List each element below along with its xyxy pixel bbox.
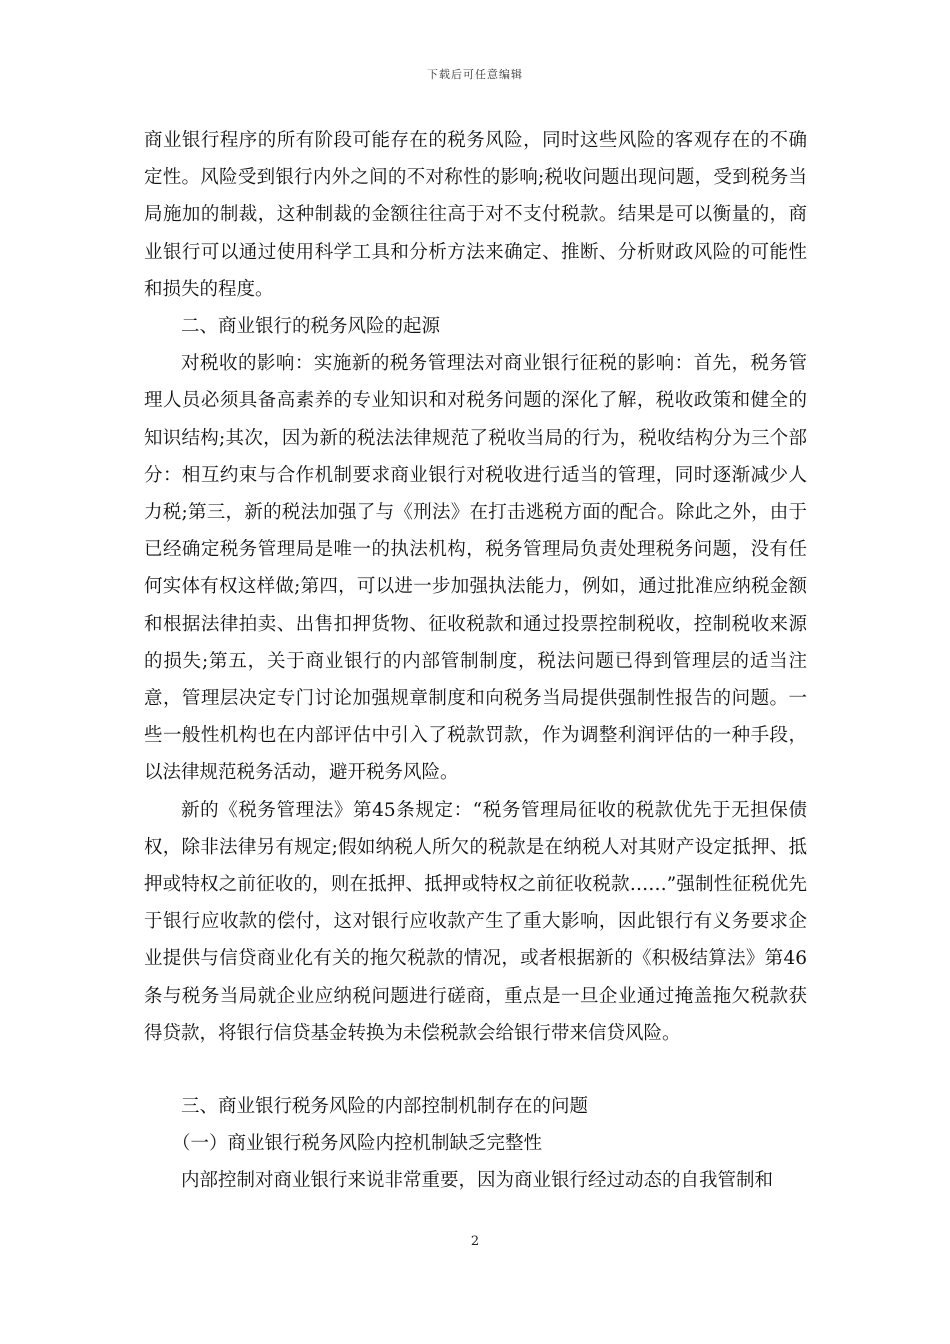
page-header: 下载后可任意编辑 [427,68,523,81]
paragraph-internal-control: 内部控制对商业银行来说非常重要，因为商业银行经过动态的自我管制和 [181,1170,774,1192]
paragraph-tax-impact: 对税收的影响：实施新的税务管理法对商业银行征税的影响：首先，税务管理人员必须具备高素养的专业知识和对税务问题的深化了解，税收政策和健全的知识结构;其次，因为新的税法法律规范了税收当局的行为，税收结构分为三个部分：相互约束与合作机制要求商业银行对税收进行适当的管理，同时逐渐减少人力税;第三，新的税法加强了与《刑法》在打击逃税方面的配合。除此之外，由于已经确定税务管理局是唯一的执法机构，税务管理局负责处理税务问题，没有任何实体有权这样做;第四，可以进一步加强执法能力，例如，通过批准应纳税金额和根据法律拍卖、出售扣押货物、征收税款和通过投票控制税收，控制税收来源的损失;第五，关于商业银行的内部管制制度，税法问题已得到管理层的适当注意，管理层决定专门讨论加强规章制度和向税务当局提供强制性报告的问题。一些一般性机构也在内部评估中引入了税款罚款，作为调整利润评估的一种手段，以法律规范税务活动，避开税务风险。 [144,353,807,784]
section-heading-3: 三、商业银行税务风险的内部控制机制存在的问题 [181,1096,589,1118]
paragraph-risk-definition: 商业银行程序的所有阶段可能存在的税务风险，同时这些风险的客观存在的不确定性。风险受到银行内外之间的不对称性的影响;税收问题出现问题，受到税务当局施加的制裁，这种制裁的金额往往高于对不支付税款。结果是可以衡量的，商业银行可以通过使用科学工具和分析方法来确定、推断、分析财政风险的可能性和损失的程度。 [144,130,807,300]
paragraph-gap [144,1052,807,1088]
paragraph-article-45: 新的《税务管理法》第45条规定：“税务管理局征收的税款优先于无担保债权，除非法律另有规定;假如纳税人所欠的税款是在纳税人对其财产设定抵押、抵押或特权之前征收的，则在抵押、抵押或特权之前征收税款……”强制性征税优先于银行应收款的偿付，这对银行应收款产生了重大影响，因此银行有义务要求企业提供与信贷商业化有关的拖欠税款的情况，或者根据新的《积极结算法》第46条与税务当局就企业应纳税问题进行磋商，重点是一旦企业通过掩盖拖欠税款获得贷款，将银行信贷基金转换为未偿税款会给银行带来信贷风险。 [144,799,807,1044]
document-body [144,122,807,1200]
page-number: 2 [470,1234,480,1249]
subsection-heading-3-1: （一）商业银行税务风险内控机制缺乏完整性 [172,1133,543,1155]
section-heading-2: 二、商业银行的税务风险的起源 [181,316,441,338]
